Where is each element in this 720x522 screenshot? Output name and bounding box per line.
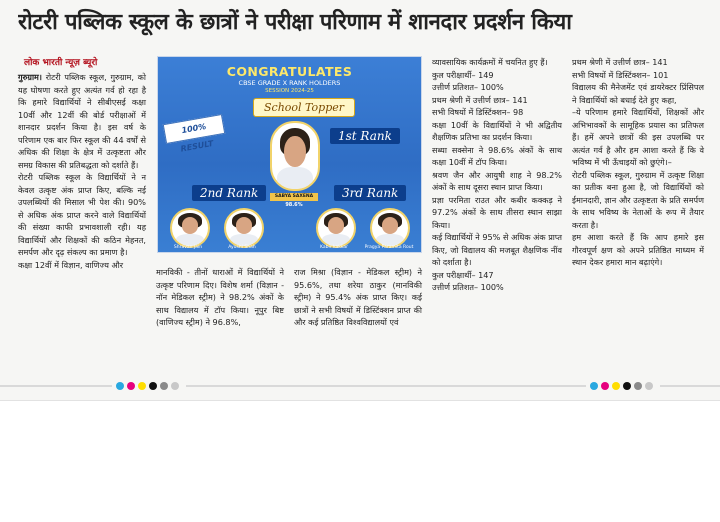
paragraph: श्रवण जैन और आयुषी शाह ने 98.2% अंकों के साथ दूसरा स्थान प्राप्त किया। xyxy=(432,169,562,192)
stat-line: कुल परीक्षार्थी– 149 xyxy=(432,69,494,80)
student-portrait xyxy=(370,208,410,248)
paragraph: कक्षा 12वीं में विज्ञान, वाणिज्य और xyxy=(18,259,124,270)
topper-name: SABYA SAXENA xyxy=(270,193,318,201)
student-name: Ayushi Shah xyxy=(228,245,256,250)
registration-dot xyxy=(149,382,157,390)
student-portrait xyxy=(170,208,210,248)
stat-line: सभी विषयों में डिस्टिंक्शन– 101 xyxy=(572,69,669,80)
paragraph: विद्यालय की मैनेजमेंट एवं डायरेक्टर प्रिंसिपल ने विद्यार्थियों को बधाई देते हुए कहा, xyxy=(572,82,704,105)
stat-line: कुल परीक्षार्थी– 147 xyxy=(432,269,494,280)
article-column-2 xyxy=(156,266,284,329)
registration-dot xyxy=(623,382,631,390)
registration-dot xyxy=(116,382,124,390)
paragraph: मानविकी - तीनों धाराओं में विद्यार्थियों ने उत्कृष्ट परिणाम दिए। विशेष शर्मा (विज्ञान - नॉन मेडिकल स्ट्रीम) ने 98.2% अंकों के साथ विद्यालय में टॉप किया। नूपुर बिष्ट (वाणिज्य स्ट्रीम) ने 96.8%, xyxy=(156,267,284,327)
quote: –ये परिणाम हमारे विद्यार्थियों, शिक्षकों और अभिभावकों के सामूहिक प्रयास का प्रतिफल हैं। हमें अपने छात्रों की इस उपलब्धि पर अत्यंत गर्व है और हम आशा करते हैं कि वे भविष्य में भी ऊँचाइयों को छुएंगे।– xyxy=(572,107,704,167)
registration-stripe xyxy=(186,385,586,387)
registration-dot xyxy=(171,382,179,390)
paragraph: हम आशा करते हैं कि आप हमारे इस गौरवपूर्ण क्षण को अपने प्रतिष्ठित माध्यम में स्थान देकर हमारा मान बढ़ाएंगे। xyxy=(572,232,704,267)
registration-dot xyxy=(590,382,598,390)
second-rank-label: 2nd Rank xyxy=(192,185,266,201)
stat-line: सभी विषयों में डिस्टिंक्शन– 98 xyxy=(432,107,524,117)
stat-line: उत्तीर्ण प्रतिशत– 100% xyxy=(432,282,504,292)
paragraph: कई विद्यार्थियों ने 95% से अधिक अंक प्राप्त किए, जो विद्यालय की मजबूत शैक्षणिक नींव को दर्शाता है। xyxy=(432,232,562,267)
photo-session: SESSION 2024-25 xyxy=(265,88,314,94)
byline: लोक भारती न्यूज़ ब्यूरो xyxy=(24,58,98,68)
paragraph: रोटरी पब्लिक स्कूल, गुरुग्राम में उत्कृष्ट शिक्षा का प्रतीक बना हुआ है, जो विद्यार्थियों को ईमानदारी, ज्ञान और उत्कृष्टता के प्रति समर्पण के साथ भविष्य के नेताओं के रूप में तैयार करता है। xyxy=(572,169,704,230)
paragraph: रोटरी पब्लिक स्कूल के विद्यार्थियों ने न केवल उत्कृष्ट अंक प्राप्त किए, बल्कि नई उपलब्धियों की मिसाल भी पेश की। 90% से अधिक अंक प्राप्त करने वाले विद्यार्थियों की संख्या काफी प्रभावशाली रही। यह विद्यार्थियों और शिक्षकों की कठिन मेहनत, समर्पण और दृढ़ संकल्प का प्रमाण है। xyxy=(18,172,146,257)
article-column-4 xyxy=(432,56,562,294)
stat-line: प्रथम श्रेणी में उत्तीर्ण छात्र– 141 xyxy=(572,57,668,67)
paragraph: प्रज्ञा परमिता राउत और कबीर कक्कड़ ने 97.2% अंकों के साथ तीसरा स्थान साझा किया। xyxy=(432,194,562,230)
student-name: Pragya Paramita Rout xyxy=(364,245,414,250)
registration-dot xyxy=(601,382,609,390)
paragraph: सब्या सक्सेना ने 98.6% अंकों के साथ कक्षा 10वीं में टॉप किया। xyxy=(432,144,562,167)
rank-holders-photo xyxy=(157,56,422,253)
article-column-3 xyxy=(294,266,422,329)
first-rank-label: 1st Rank xyxy=(330,128,400,144)
topper-portrait xyxy=(270,121,320,191)
school-topper-banner: School Topper xyxy=(253,98,355,117)
registration-dot xyxy=(160,382,168,390)
student-portrait xyxy=(224,208,264,248)
student-name: Kabir kakkar xyxy=(319,245,349,250)
third-rank-label: 3rd Rank xyxy=(334,185,406,201)
stat-line: उत्तीर्ण प्रतिशत– 100% xyxy=(432,82,504,92)
registration-stripe xyxy=(0,385,112,387)
paragraph: व्यावसायिक कार्यक्रमों में चयनित हुए हैं। xyxy=(432,57,548,67)
photo-subtitle: CBSE GRADE X RANK HOLDERS xyxy=(238,79,341,87)
student-portrait xyxy=(316,208,356,248)
headline: रोटरी पब्लिक स्कूल के छात्रों ने परीक्षा परिणाम में शानदार प्रदर्शन किया xyxy=(18,10,572,35)
student-name: Shravan Jain xyxy=(173,245,203,250)
dateline: गुरुग्राम। xyxy=(18,72,42,82)
registration-dot xyxy=(138,382,146,390)
registration-stripe xyxy=(660,385,720,387)
registration-dot xyxy=(634,382,642,390)
registration-dot xyxy=(127,382,135,390)
photo-title: CONGRATULATES xyxy=(226,64,353,79)
article-column-1 xyxy=(18,71,146,271)
result-badge: 100% RESULT xyxy=(163,114,226,144)
color-registration-dots xyxy=(590,382,656,390)
topper-percentage: 98.6% xyxy=(285,202,303,208)
stat-line: प्रथम श्रेणी में उत्तीर्ण छात्र– 141 xyxy=(432,94,528,105)
paragraph xyxy=(18,71,146,171)
paragraph: राज मिश्रा (विज्ञान - मेडिकल स्ट्रीम) ने 95.6%, तथा शरेया ठाकुर (मानविकी स्ट्रीम) ने 95.4% अंक प्राप्त किए। कई छात्रों ने सभी विषयों में डिस्टिंक्शन प्राप्त की और कई प्रतिष्ठित विश्वविद्यालयों एवं xyxy=(294,267,422,327)
registration-dot xyxy=(612,382,620,390)
paragraph-text: रोटरी पब्लिक स्कूल, गुरुग्राम, को यह घोषणा करते हुए अत्यंत गर्व हो रहा है कि हमारे विद्यार्थियों ने सीबीएसई कक्षा 10वीं और 12वीं की बोर्ड परीक्षाओं में शानदार प्रदर्शन किया है। इस वर्ष के परिणाम एक बार फिर स्कूल की 44 वर्षों से अधिक की शिक्षा के क्षेत्र में उत्कृष्टता और समग्र विकास की प्रतिबद्धता को दर्शाते हैं। xyxy=(18,72,146,170)
paragraph: कक्षा 10वीं के विद्यार्थियों ने भी अद्वितीय शैक्षणिक प्रतिभा का प्रदर्शन किया। xyxy=(432,119,562,142)
article-column-5 xyxy=(572,56,704,269)
color-registration-dots xyxy=(116,382,182,390)
registration-dot xyxy=(645,382,653,390)
